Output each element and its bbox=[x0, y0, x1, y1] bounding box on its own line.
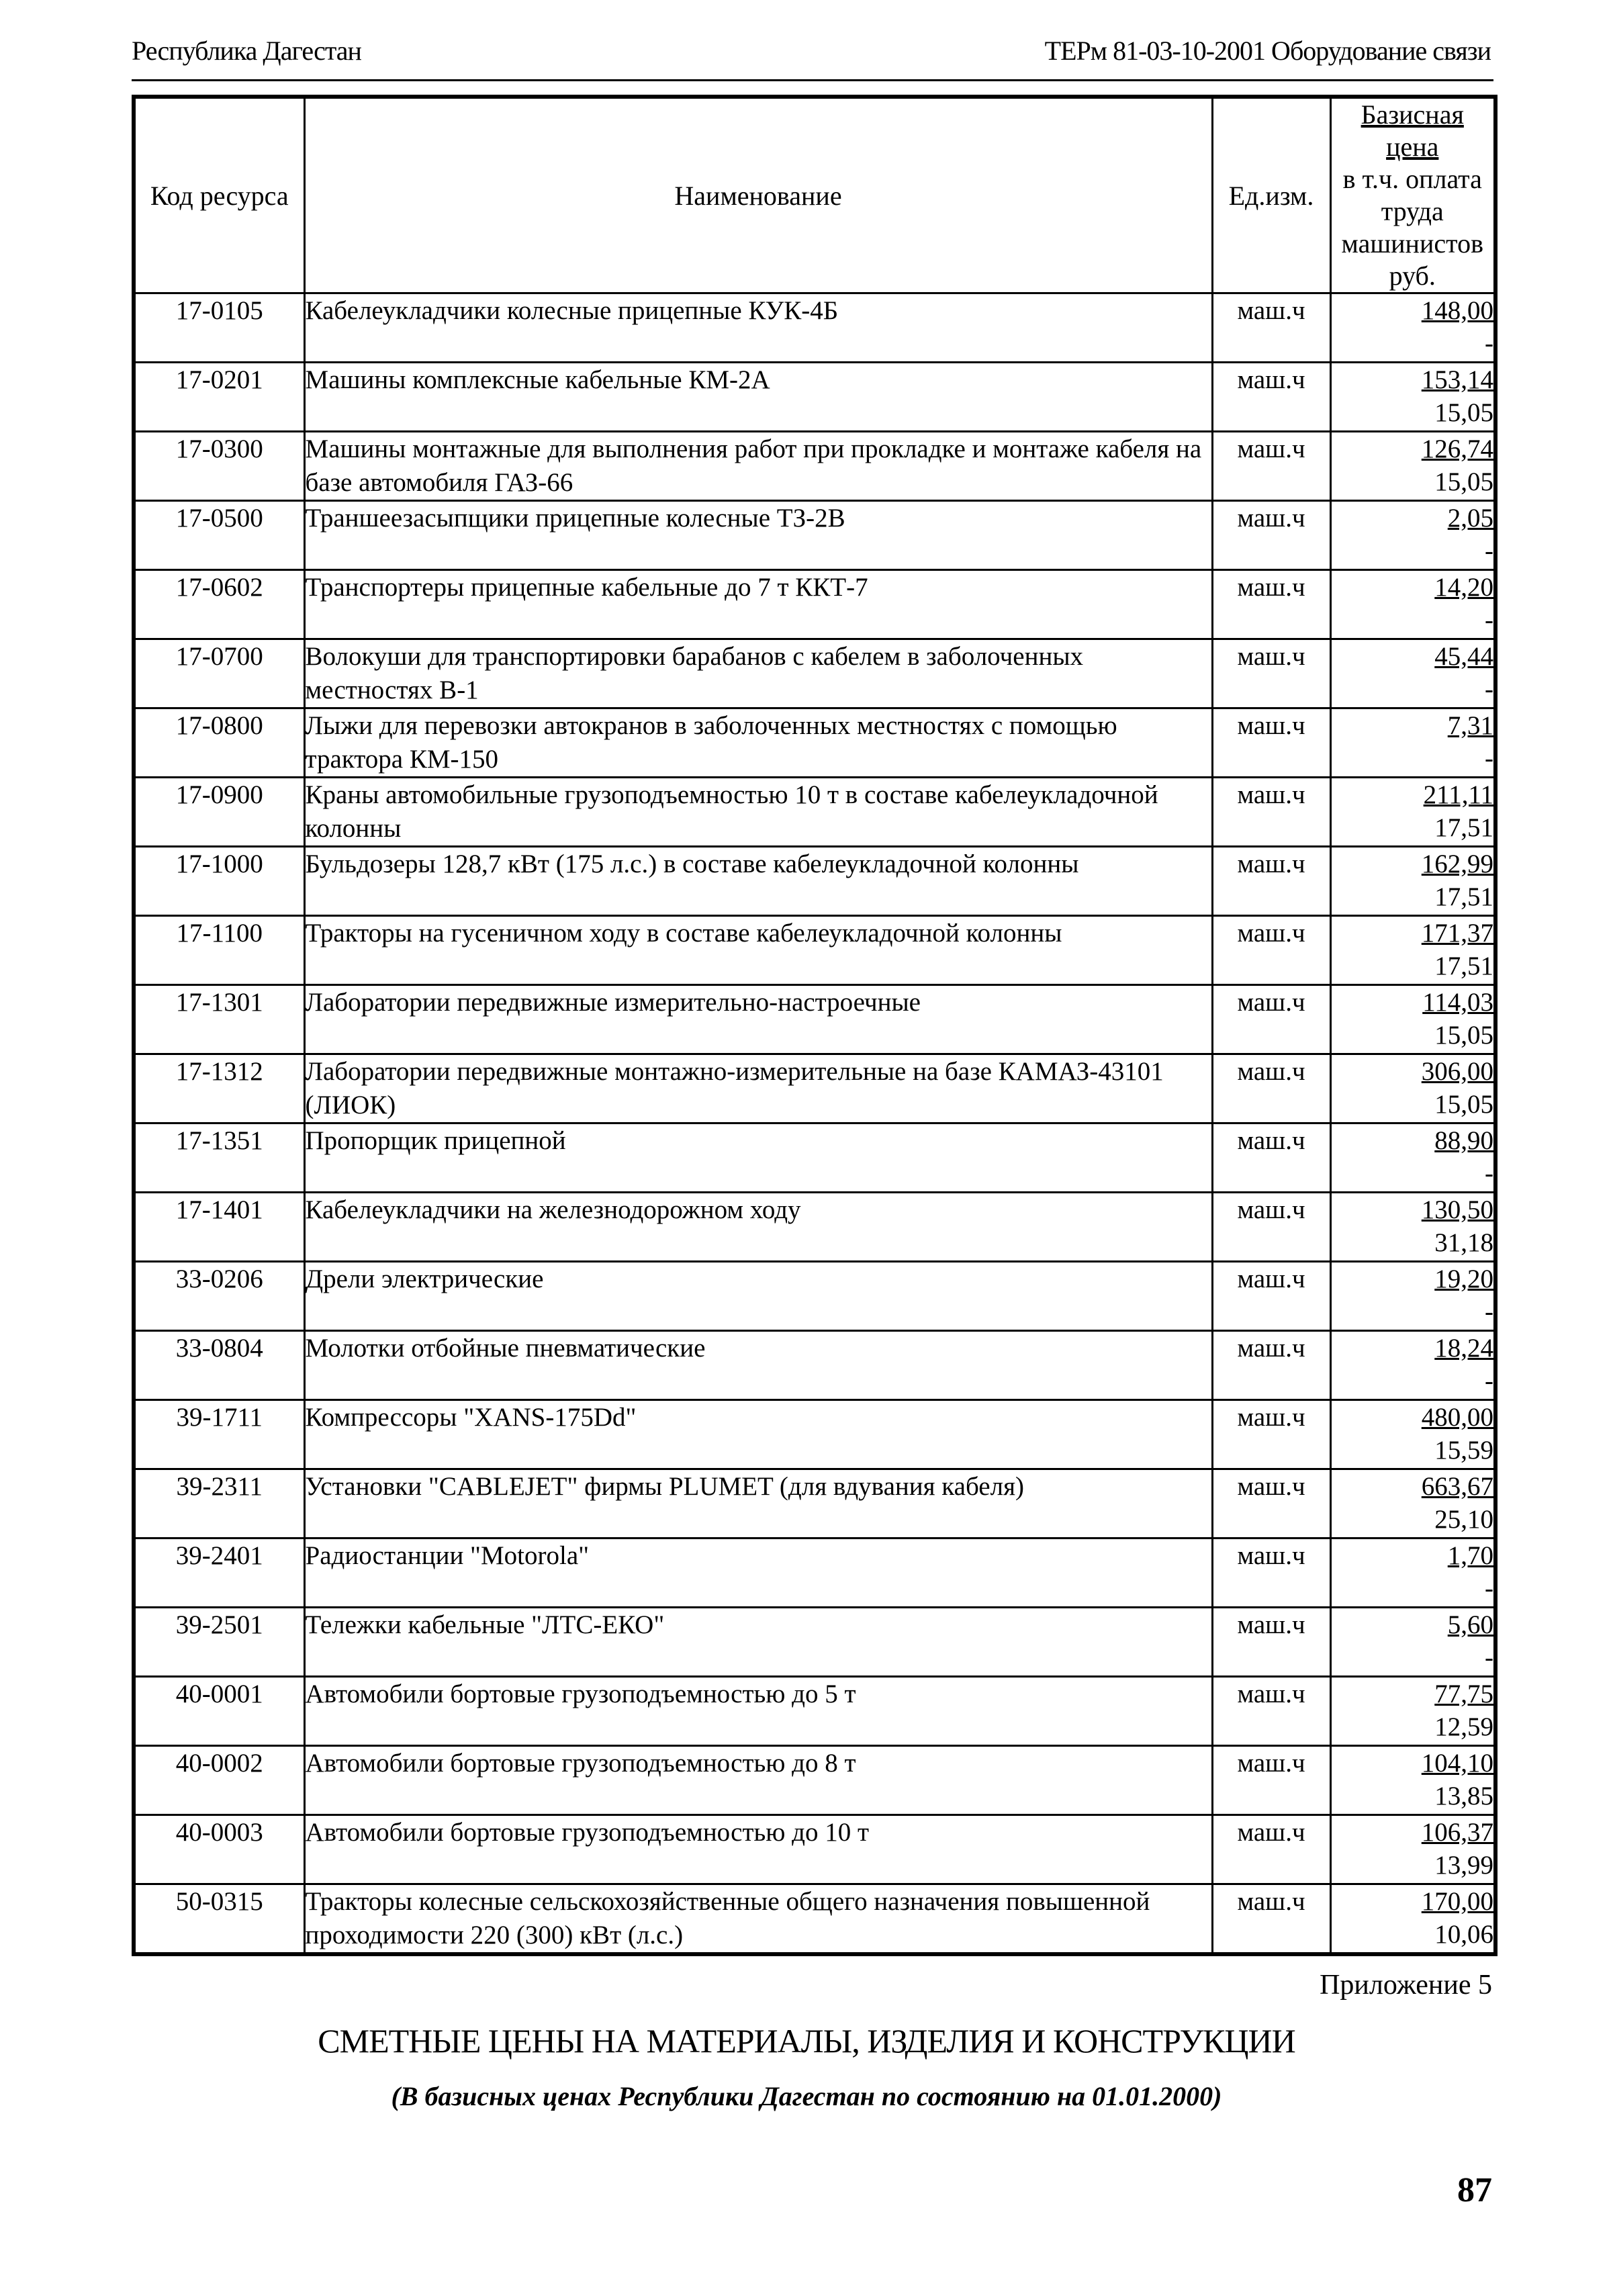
resource-name: Компрессоры "XANS-175Dd" bbox=[304, 1400, 1212, 1469]
resource-unit: маш.ч bbox=[1212, 639, 1330, 708]
base-price: 88,90 bbox=[1434, 1126, 1493, 1155]
base-price: 126,74 bbox=[1421, 434, 1493, 463]
resource-code: 17-1401 bbox=[134, 1193, 304, 1262]
resource-unit: маш.ч bbox=[1212, 1469, 1330, 1539]
section-title: СМЕТНЫЕ ЦЕНЫ НА МАТЕРИАЛЫ, ИЗДЕЛИЯ И КОНСТРУКЦИИ bbox=[318, 2022, 1295, 2060]
table-row bbox=[134, 1331, 1495, 1400]
operator-labor-cost: - bbox=[1485, 1643, 1493, 1672]
operator-labor-cost: - bbox=[1485, 1367, 1493, 1395]
resource-name: Автомобили бортовые грузоподъемностью до 8 т bbox=[304, 1746, 1212, 1815]
resource-price-cell bbox=[1330, 363, 1495, 432]
table-row bbox=[134, 639, 1495, 708]
resource-name: Дрели электрические bbox=[304, 1262, 1212, 1331]
resource-price-cell bbox=[1330, 847, 1495, 916]
operator-labor-cost: 15,05 bbox=[1434, 467, 1493, 496]
resource-price-cell bbox=[1330, 1539, 1495, 1608]
resource-price-cell bbox=[1330, 1331, 1495, 1400]
resource-unit: маш.ч bbox=[1212, 1400, 1330, 1469]
resource-unit: маш.ч bbox=[1212, 1884, 1330, 1955]
resource-unit: маш.ч bbox=[1212, 1054, 1330, 1123]
table-row bbox=[134, 916, 1495, 985]
resource-name: Пропорщик прицепной bbox=[304, 1123, 1212, 1193]
base-price: 148,00 bbox=[1421, 296, 1493, 325]
operator-labor-cost: - bbox=[1485, 606, 1493, 635]
resource-code: 17-0105 bbox=[134, 293, 304, 363]
appendix-label: Приложение 5 bbox=[1320, 1970, 1492, 2001]
section-subtitle: (В базисных ценах Республики Дагестан по состоянию на 01.01.2000) bbox=[391, 2081, 1222, 2111]
resource-code: 40-0003 bbox=[134, 1815, 304, 1884]
resource-code: 33-0804 bbox=[134, 1331, 304, 1400]
resource-code: 17-0800 bbox=[134, 708, 304, 778]
resource-name: Лыжи для перевозки автокранов в заболоченных местностях с помощью трактора КМ-150 bbox=[304, 708, 1212, 778]
resource-code: 39-2311 bbox=[134, 1469, 304, 1539]
resource-name: Тракторы на гусеничном ходу в составе кабелеукладочной колонны bbox=[304, 916, 1212, 985]
resource-unit: маш.ч bbox=[1212, 1677, 1330, 1746]
base-price: 1,70 bbox=[1447, 1541, 1493, 1570]
operator-labor-cost: 15,05 bbox=[1434, 1090, 1493, 1119]
resource-code: 39-1711 bbox=[134, 1400, 304, 1469]
resource-price-cell bbox=[1330, 1815, 1495, 1884]
base-price: 306,00 bbox=[1421, 1057, 1493, 1086]
table-row bbox=[134, 1539, 1495, 1608]
base-price: 211,11 bbox=[1423, 780, 1493, 809]
resource-name: Кабелеукладчики колесные прицепные КУК-4Б bbox=[304, 293, 1212, 363]
resource-name: Установки "CABLEJET" фирмы PLUMET (для вдувания кабеля) bbox=[304, 1469, 1212, 1539]
resource-code: 33-0206 bbox=[134, 1262, 304, 1331]
table-row bbox=[134, 293, 1495, 363]
resource-price-cell bbox=[1330, 639, 1495, 708]
base-price: 18,24 bbox=[1434, 1334, 1493, 1363]
base-price: 480,00 bbox=[1421, 1403, 1493, 1432]
base-price: 130,50 bbox=[1421, 1195, 1493, 1224]
operator-labor-cost: 10,06 bbox=[1434, 1920, 1493, 1949]
resource-unit: маш.ч bbox=[1212, 570, 1330, 639]
machine-prices-table bbox=[132, 95, 1497, 1956]
operator-labor-cost: 15,59 bbox=[1434, 1436, 1493, 1465]
table-row bbox=[134, 570, 1495, 639]
table-row bbox=[134, 1815, 1495, 1884]
base-price: 7,31 bbox=[1447, 711, 1493, 740]
resource-price-cell bbox=[1330, 1677, 1495, 1746]
resource-unit: маш.ч bbox=[1212, 293, 1330, 363]
resource-unit: маш.ч bbox=[1212, 1746, 1330, 1815]
table-row bbox=[134, 1193, 1495, 1262]
base-price: 45,44 bbox=[1434, 642, 1493, 671]
resource-code: 17-1100 bbox=[134, 916, 304, 985]
resource-price-cell bbox=[1330, 985, 1495, 1054]
base-price: 104,10 bbox=[1421, 1749, 1493, 1778]
resource-code: 17-1000 bbox=[134, 847, 304, 916]
resource-price-cell bbox=[1330, 1262, 1495, 1331]
operator-labor-cost: - bbox=[1485, 1159, 1493, 1188]
base-price: 170,00 bbox=[1421, 1887, 1493, 1916]
operator-labor-cost: - bbox=[1485, 744, 1493, 773]
resource-unit: маш.ч bbox=[1212, 1193, 1330, 1262]
column-header-unit: Ед.изм. bbox=[1212, 97, 1330, 293]
operator-labor-cost: 17,51 bbox=[1434, 952, 1493, 980]
running-header-region: Республика Дагестан bbox=[132, 36, 361, 66]
resource-code: 17-1312 bbox=[134, 1054, 304, 1123]
resource-name: Краны автомобильные грузоподъемностью 10 т в составе кабелеукладочной колонны bbox=[304, 778, 1212, 847]
operator-labor-cost: 13,99 bbox=[1434, 1851, 1493, 1880]
table-row bbox=[134, 1608, 1495, 1677]
table-row bbox=[134, 1469, 1495, 1539]
resource-unit: маш.ч bbox=[1212, 985, 1330, 1054]
resource-price-cell bbox=[1330, 1746, 1495, 1815]
table-row bbox=[134, 1262, 1495, 1331]
resource-unit: маш.ч bbox=[1212, 501, 1330, 570]
base-price: 663,67 bbox=[1421, 1472, 1493, 1501]
resource-price-cell bbox=[1330, 778, 1495, 847]
resource-unit: маш.ч bbox=[1212, 1815, 1330, 1884]
resource-name: Автомобили бортовые грузоподъемностью до 5 т bbox=[304, 1677, 1212, 1746]
column-header-name: Наименование bbox=[304, 97, 1212, 293]
column-header-code: Код ресурса bbox=[134, 97, 304, 293]
resource-unit: маш.ч bbox=[1212, 1262, 1330, 1331]
table-row bbox=[134, 1884, 1495, 1955]
resource-price-cell bbox=[1330, 1193, 1495, 1262]
resource-unit: маш.ч bbox=[1212, 1331, 1330, 1400]
table-row bbox=[134, 1746, 1495, 1815]
base-price: 153,14 bbox=[1421, 365, 1493, 394]
resource-unit: маш.ч bbox=[1212, 363, 1330, 432]
resource-name: Кабелеукладчики на железнодорожном ходу bbox=[304, 1193, 1212, 1262]
base-price: 5,60 bbox=[1447, 1610, 1493, 1639]
base-price: 14,20 bbox=[1434, 573, 1493, 602]
operator-labor-cost: 17,51 bbox=[1434, 813, 1493, 842]
operator-labor-cost: 17,51 bbox=[1434, 882, 1493, 911]
header-rule bbox=[132, 79, 1493, 81]
resource-price-cell bbox=[1330, 1123, 1495, 1193]
resource-price-cell bbox=[1330, 916, 1495, 985]
resource-name: Тележки кабельные "ЛТС-ЕКО" bbox=[304, 1608, 1212, 1677]
column-header-price bbox=[1330, 97, 1495, 293]
resource-price-cell bbox=[1330, 1054, 1495, 1123]
resource-name: Лаборатории передвижные монтажно-измерительные на базе КАМАЗ-43101 (ЛИОК) bbox=[304, 1054, 1212, 1123]
resource-unit: маш.ч bbox=[1212, 847, 1330, 916]
price-header-subtitle: в т.ч. оплата труда машинистов руб. bbox=[1341, 164, 1483, 291]
resource-name: Траншеезасыпщики прицепные колесные ТЗ-2В bbox=[304, 501, 1212, 570]
table-row bbox=[134, 847, 1495, 916]
base-price: 171,37 bbox=[1421, 919, 1493, 948]
resource-name: Бульдозеры 128,7 кВт (175 л.с.) в составе кабелеукладочной колонны bbox=[304, 847, 1212, 916]
resource-name: Машины монтажные для выполнения работ при прокладке и монтаже кабеля на базе автомобиля ГАЗ-66 bbox=[304, 432, 1212, 501]
resource-code: 17-1351 bbox=[134, 1123, 304, 1193]
operator-labor-cost: 15,05 bbox=[1434, 1021, 1493, 1050]
resource-unit: маш.ч bbox=[1212, 1608, 1330, 1677]
resource-unit: маш.ч bbox=[1212, 778, 1330, 847]
resource-code: 40-0002 bbox=[134, 1746, 304, 1815]
resource-price-cell bbox=[1330, 293, 1495, 363]
price-header-title: Базисная цена bbox=[1361, 99, 1464, 162]
table-row bbox=[134, 1677, 1495, 1746]
resource-code: 17-0602 bbox=[134, 570, 304, 639]
resource-code: 17-0900 bbox=[134, 778, 304, 847]
operator-labor-cost: 25,10 bbox=[1434, 1505, 1493, 1534]
resource-name: Тракторы колесные сельскохозяйственные общего назначения повышенной проходимости 220 (300) кВт (л.с.) bbox=[304, 1884, 1212, 1955]
operator-labor-cost: - bbox=[1485, 537, 1493, 565]
resource-code: 17-1301 bbox=[134, 985, 304, 1054]
resource-price-cell bbox=[1330, 1608, 1495, 1677]
resource-code: 17-0500 bbox=[134, 501, 304, 570]
resource-code: 17-0201 bbox=[134, 363, 304, 432]
operator-labor-cost: 15,05 bbox=[1434, 398, 1493, 427]
base-price: 162,99 bbox=[1421, 849, 1493, 878]
resource-unit: маш.ч bbox=[1212, 708, 1330, 778]
resource-price-cell bbox=[1330, 1884, 1495, 1955]
resource-code: 39-2501 bbox=[134, 1608, 304, 1677]
operator-labor-cost: 31,18 bbox=[1434, 1228, 1493, 1257]
resource-code: 17-0300 bbox=[134, 432, 304, 501]
resource-name: Радиостанции "Motorola" bbox=[304, 1539, 1212, 1608]
table-row bbox=[134, 432, 1495, 501]
resource-code: 39-2401 bbox=[134, 1539, 304, 1608]
operator-labor-cost: - bbox=[1485, 1574, 1493, 1603]
operator-labor-cost: - bbox=[1485, 675, 1493, 704]
table-row bbox=[134, 778, 1495, 847]
resource-unit: маш.ч bbox=[1212, 432, 1330, 501]
resource-name: Машины комплексные кабельные КМ-2А bbox=[304, 363, 1212, 432]
resource-price-cell bbox=[1330, 501, 1495, 570]
table-row bbox=[134, 1400, 1495, 1469]
base-price: 77,75 bbox=[1434, 1680, 1493, 1708]
resource-price-cell bbox=[1330, 1400, 1495, 1469]
resource-code: 17-0700 bbox=[134, 639, 304, 708]
resource-code: 40-0001 bbox=[134, 1677, 304, 1746]
table-row bbox=[134, 1054, 1495, 1123]
page-number: 87 bbox=[1457, 2171, 1492, 2209]
resource-price-cell bbox=[1330, 708, 1495, 778]
resource-price-cell bbox=[1330, 1469, 1495, 1539]
resource-name: Автомобили бортовые грузоподъемностью до 10 т bbox=[304, 1815, 1212, 1884]
resource-code: 50-0315 bbox=[134, 1884, 304, 1955]
resource-unit: маш.ч bbox=[1212, 1539, 1330, 1608]
table-row bbox=[134, 1123, 1495, 1193]
resource-name: Волокуши для транспортировки барабанов с кабелем в заболоченных местностях В-1 bbox=[304, 639, 1212, 708]
resource-name: Молотки отбойные пневматические bbox=[304, 1331, 1212, 1400]
resource-name: Лаборатории передвижные измерительно-настроечные bbox=[304, 985, 1212, 1054]
base-price: 19,20 bbox=[1434, 1265, 1493, 1293]
table-row bbox=[134, 501, 1495, 570]
operator-labor-cost: 13,85 bbox=[1434, 1782, 1493, 1810]
resource-price-cell bbox=[1330, 570, 1495, 639]
base-price: 106,37 bbox=[1421, 1818, 1493, 1847]
resource-unit: маш.ч bbox=[1212, 1123, 1330, 1193]
base-price: 2,05 bbox=[1447, 504, 1493, 533]
table-row bbox=[134, 985, 1495, 1054]
running-header-document-code: ТЕРм 81-03-10-2001 Оборудование связи bbox=[1044, 36, 1491, 66]
table-header-row bbox=[134, 97, 1495, 293]
operator-labor-cost: - bbox=[1485, 329, 1493, 358]
table-row bbox=[134, 708, 1495, 778]
resource-name: Транспортеры прицепные кабельные до 7 т ККТ-7 bbox=[304, 570, 1212, 639]
operator-labor-cost: - bbox=[1485, 1297, 1493, 1326]
base-price: 114,03 bbox=[1422, 988, 1493, 1017]
table-row bbox=[134, 363, 1495, 432]
operator-labor-cost: 12,59 bbox=[1434, 1712, 1493, 1741]
resource-price-cell bbox=[1330, 432, 1495, 501]
resource-unit: маш.ч bbox=[1212, 916, 1330, 985]
